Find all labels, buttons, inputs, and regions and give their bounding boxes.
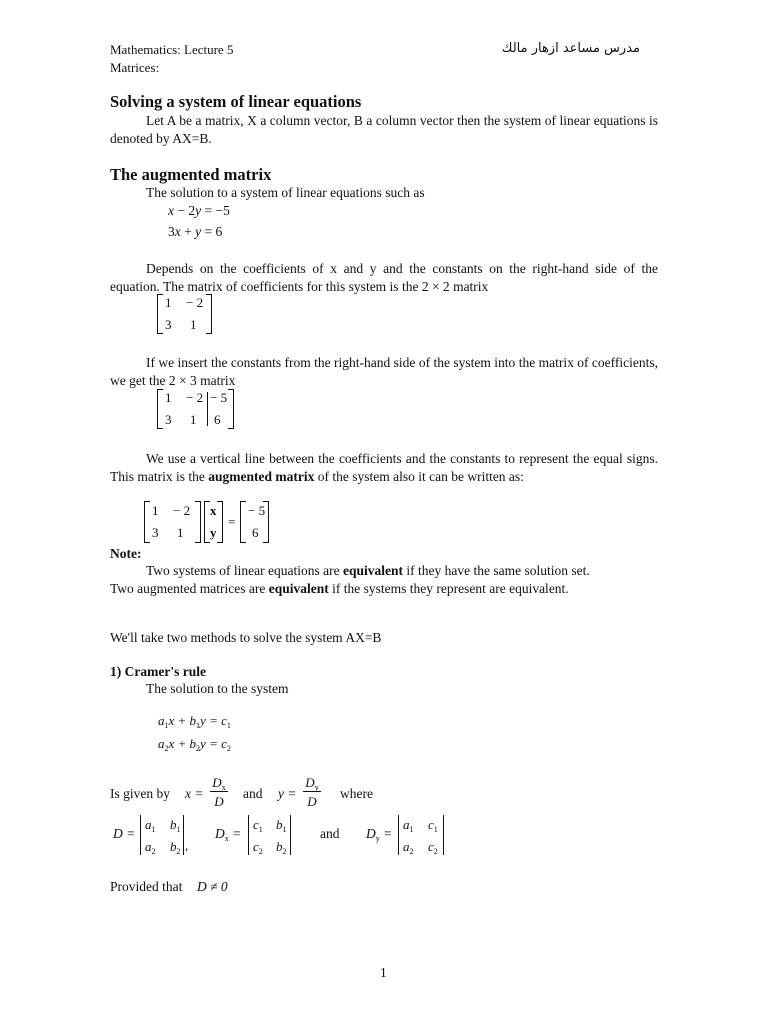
det-bar	[290, 815, 291, 855]
matrix-cell: 3	[152, 525, 159, 540]
y-equals: y =	[278, 786, 297, 801]
provided-label: Provided that	[110, 879, 183, 894]
det-cell: $c_1$	[428, 817, 438, 834]
matrix-cell: 1	[190, 412, 197, 427]
constants-paragraph: If we insert the constants from the right-hand side of the system into the matrix of coefficients, we get the 2 × 3 matrix	[110, 355, 658, 388]
det-cell: $c_2$	[428, 839, 438, 856]
det-cell: $b_1$	[276, 817, 287, 834]
determinant-dx	[248, 815, 298, 857]
det-bar	[398, 815, 399, 855]
det-bar	[443, 815, 444, 855]
equation-2: 3x + y = 6	[168, 224, 223, 239]
det-cell: $a_2$	[403, 839, 414, 856]
matrix-cell: 3	[165, 317, 172, 332]
y-fraction: $\frac{D_y}{D}$	[303, 776, 321, 808]
vector-cell: y	[210, 525, 217, 540]
matrix-cell: − 2	[173, 503, 191, 518]
matrix-cell: 3	[165, 412, 172, 427]
and-label: and	[243, 786, 263, 801]
determinant-d	[140, 815, 190, 857]
det-cell: $a_1$	[145, 817, 156, 834]
vector-cell: x	[210, 503, 217, 518]
where-label: where	[340, 786, 373, 801]
left-bracket	[240, 501, 246, 543]
coefficient-paragraph: Depends on the coefficients of x and y and the constants on the right-hand side of the equation. The matrix of coefficients for this system is the 2 × 2 matrix	[110, 261, 658, 294]
right-bracket	[217, 501, 223, 543]
matrix-cell: 1	[190, 317, 197, 332]
nonzero-condition: D ≠ 0	[197, 879, 228, 894]
vector-cell: 6	[252, 525, 259, 540]
augmented-explanation: We use a vertical line between the coefficients and the constants to represent the equal signs. This matrix is the augmented matrix of the system also it can be written as:	[110, 451, 658, 484]
section-title-linear-equations: Solving a system of linear equations	[110, 92, 362, 111]
page-number: 1	[380, 965, 387, 980]
det-cell: $c_1$	[253, 817, 263, 834]
and-label-2: and	[320, 826, 340, 841]
x-equals: x =	[185, 786, 204, 801]
augmented-intro: The solution to a system of linear equations such as	[146, 185, 425, 200]
det-cell: $b_2$	[276, 839, 287, 856]
dy-equals: $D_y$ =	[366, 826, 393, 843]
matrix-cell: 1	[152, 503, 159, 518]
methods-text: We'll take two methods to solve the system AX=B	[110, 630, 382, 645]
matrix-cell: − 2	[186, 390, 204, 405]
dx-equals: $D_x$ =	[215, 826, 242, 843]
cramer-equation-1: $a_1x + b_1y = c_1$	[158, 713, 231, 730]
section-title-augmented-matrix: The augmented matrix	[110, 165, 272, 184]
right-bracket	[228, 389, 234, 429]
matrix-cell: 1	[165, 390, 172, 405]
det-cell: $c_2$	[253, 839, 263, 856]
header-topic: Matrices:	[110, 60, 160, 75]
det-bar	[140, 815, 141, 855]
header-author: مدرس مساعد ازهار مالك	[501, 41, 640, 56]
left-bracket	[157, 389, 163, 429]
cramer-title: 1) Cramer's rule	[110, 664, 206, 679]
determinant-dy	[398, 815, 448, 857]
left-bracket	[157, 294, 163, 334]
det-bar	[248, 815, 249, 855]
section1-text: Let A be a matrix, X a column vector, B a column vector then the system of linear equations is denoted by AX=B.	[110, 113, 658, 146]
matrix-equation	[144, 501, 284, 545]
dimension-2x2: 2 × 2	[421, 278, 450, 294]
note-text: Two systems of linear equations are equivalent if they have the same solution set. Two augmented matrices are equivalent if the systems they represent are equivalent.	[110, 563, 590, 596]
is-given-by-label: Is given by	[110, 786, 170, 801]
right-bracket	[263, 501, 269, 543]
augmented-matrix-display	[157, 389, 237, 429]
x-fraction: $\frac{D_x}{D}$	[210, 776, 228, 808]
coefficient-matrix	[157, 294, 217, 334]
note-label: Note:	[110, 546, 142, 561]
cramer-intro: The solution to the system	[146, 681, 289, 696]
augment-divider	[207, 392, 208, 426]
det-cell: $b_2$	[170, 839, 181, 856]
left-bracket	[144, 501, 150, 543]
matrix-cell: 1	[177, 525, 184, 540]
matrix-cell: 1	[165, 295, 172, 310]
matrix-cell: 6	[214, 412, 221, 427]
cramer-equation-2: $a_2x + b_2y = c_2$	[158, 736, 231, 753]
det-bar	[183, 815, 184, 855]
comma: ,	[185, 838, 189, 853]
equals-sign: =	[228, 514, 236, 529]
det-cell: $a_2$	[145, 839, 156, 856]
dimension-2x3: 2 × 3	[168, 372, 197, 388]
matrix-cell: − 2	[186, 295, 204, 310]
header-lecture: Mathematics: Lecture 5	[110, 42, 234, 57]
d-equals: D =	[113, 826, 136, 841]
equation-1: x − 2y = −5	[168, 203, 230, 218]
det-cell: $a_1$	[403, 817, 414, 834]
vector-cell: − 5	[248, 503, 266, 518]
matrix-cell: − 5	[210, 390, 228, 405]
right-bracket	[206, 294, 212, 334]
right-bracket	[195, 501, 201, 543]
det-cell: $b_1$	[170, 817, 181, 834]
